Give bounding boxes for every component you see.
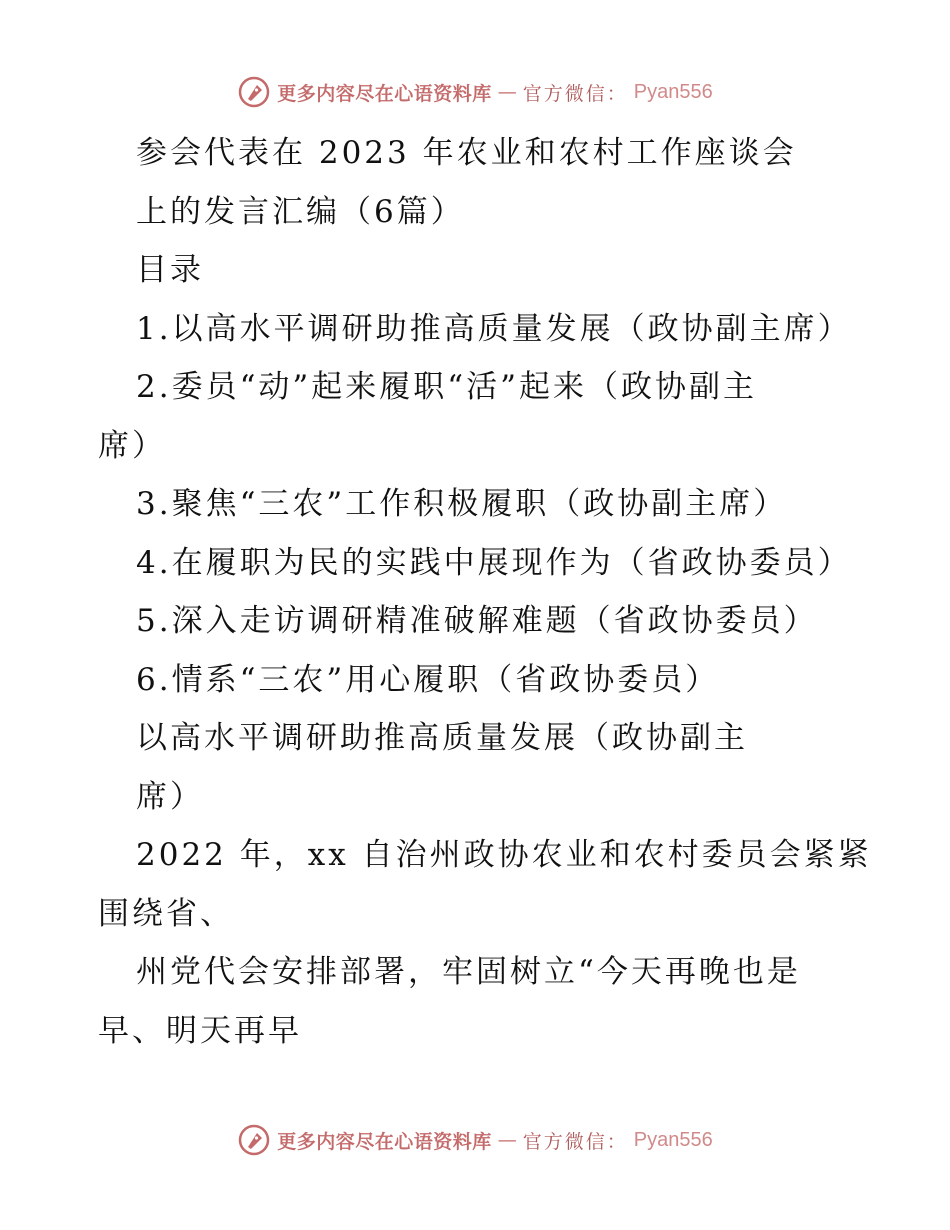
watermark-wechat-id: Pyan556	[633, 1128, 713, 1151]
section-title-line-1: 以高水平调研助推高质量发展（政协副主	[136, 720, 748, 756]
pen-nib-logo-icon	[237, 75, 271, 109]
toc-heading: 目录	[136, 252, 204, 288]
watermark-wechat-id: Pyan556	[633, 80, 713, 103]
body-paragraph-line-1: 2022 年，xx 自治州政协农业和农村委员会紧紧	[136, 837, 872, 873]
toc-item-5: 5.深入走访调研精准破解难题（省政协委员）	[136, 603, 818, 639]
document-title-line-2: 上的发言汇编（6篇）	[136, 193, 465, 230]
watermark-site-text: 更多内容尽在心语资料库	[277, 1130, 492, 1153]
toc-item-1: 1.以高水平调研助推高质量发展（政协副主席）	[136, 310, 852, 347]
toc-item-2-continued: 席）	[98, 427, 166, 464]
watermark-dash: —	[497, 1129, 517, 1151]
watermark-header	[0, 72, 950, 112]
toc-item-2: 2.委员“动”起来履职“活”起来（政协副主	[136, 369, 757, 405]
body-paragraph-line-2: 围绕省、	[98, 895, 234, 932]
pen-nib-logo-icon	[237, 1123, 271, 1157]
body-paragraph-line-3: 州党代会安排部署，牢固树立“今天再晚也是	[136, 954, 801, 990]
section-title-line-2: 席）	[136, 778, 204, 815]
toc-item-3: 3.聚焦“三农”工作积极履职（政协副主席）	[136, 486, 788, 522]
toc-item-4: 4.在履职为民的实践中展现作为（省政协委员）	[136, 544, 852, 581]
document-title-line-1: 参会代表在 2023 年农业和农村工作座谈会	[136, 135, 797, 171]
watermark-dash: —	[497, 81, 517, 103]
body-paragraph-line-4: 早、明天再早	[98, 1012, 302, 1049]
toc-item-6: 6.情系“三农”用心履职（省政协委员）	[136, 661, 720, 698]
watermark-footer	[0, 1120, 950, 1160]
watermark-label: 官方微信：	[522, 82, 628, 105]
watermark-label: 官方微信：	[522, 1130, 628, 1153]
document-body	[98, 124, 872, 1060]
watermark-site-text: 更多内容尽在心语资料库	[277, 82, 492, 105]
